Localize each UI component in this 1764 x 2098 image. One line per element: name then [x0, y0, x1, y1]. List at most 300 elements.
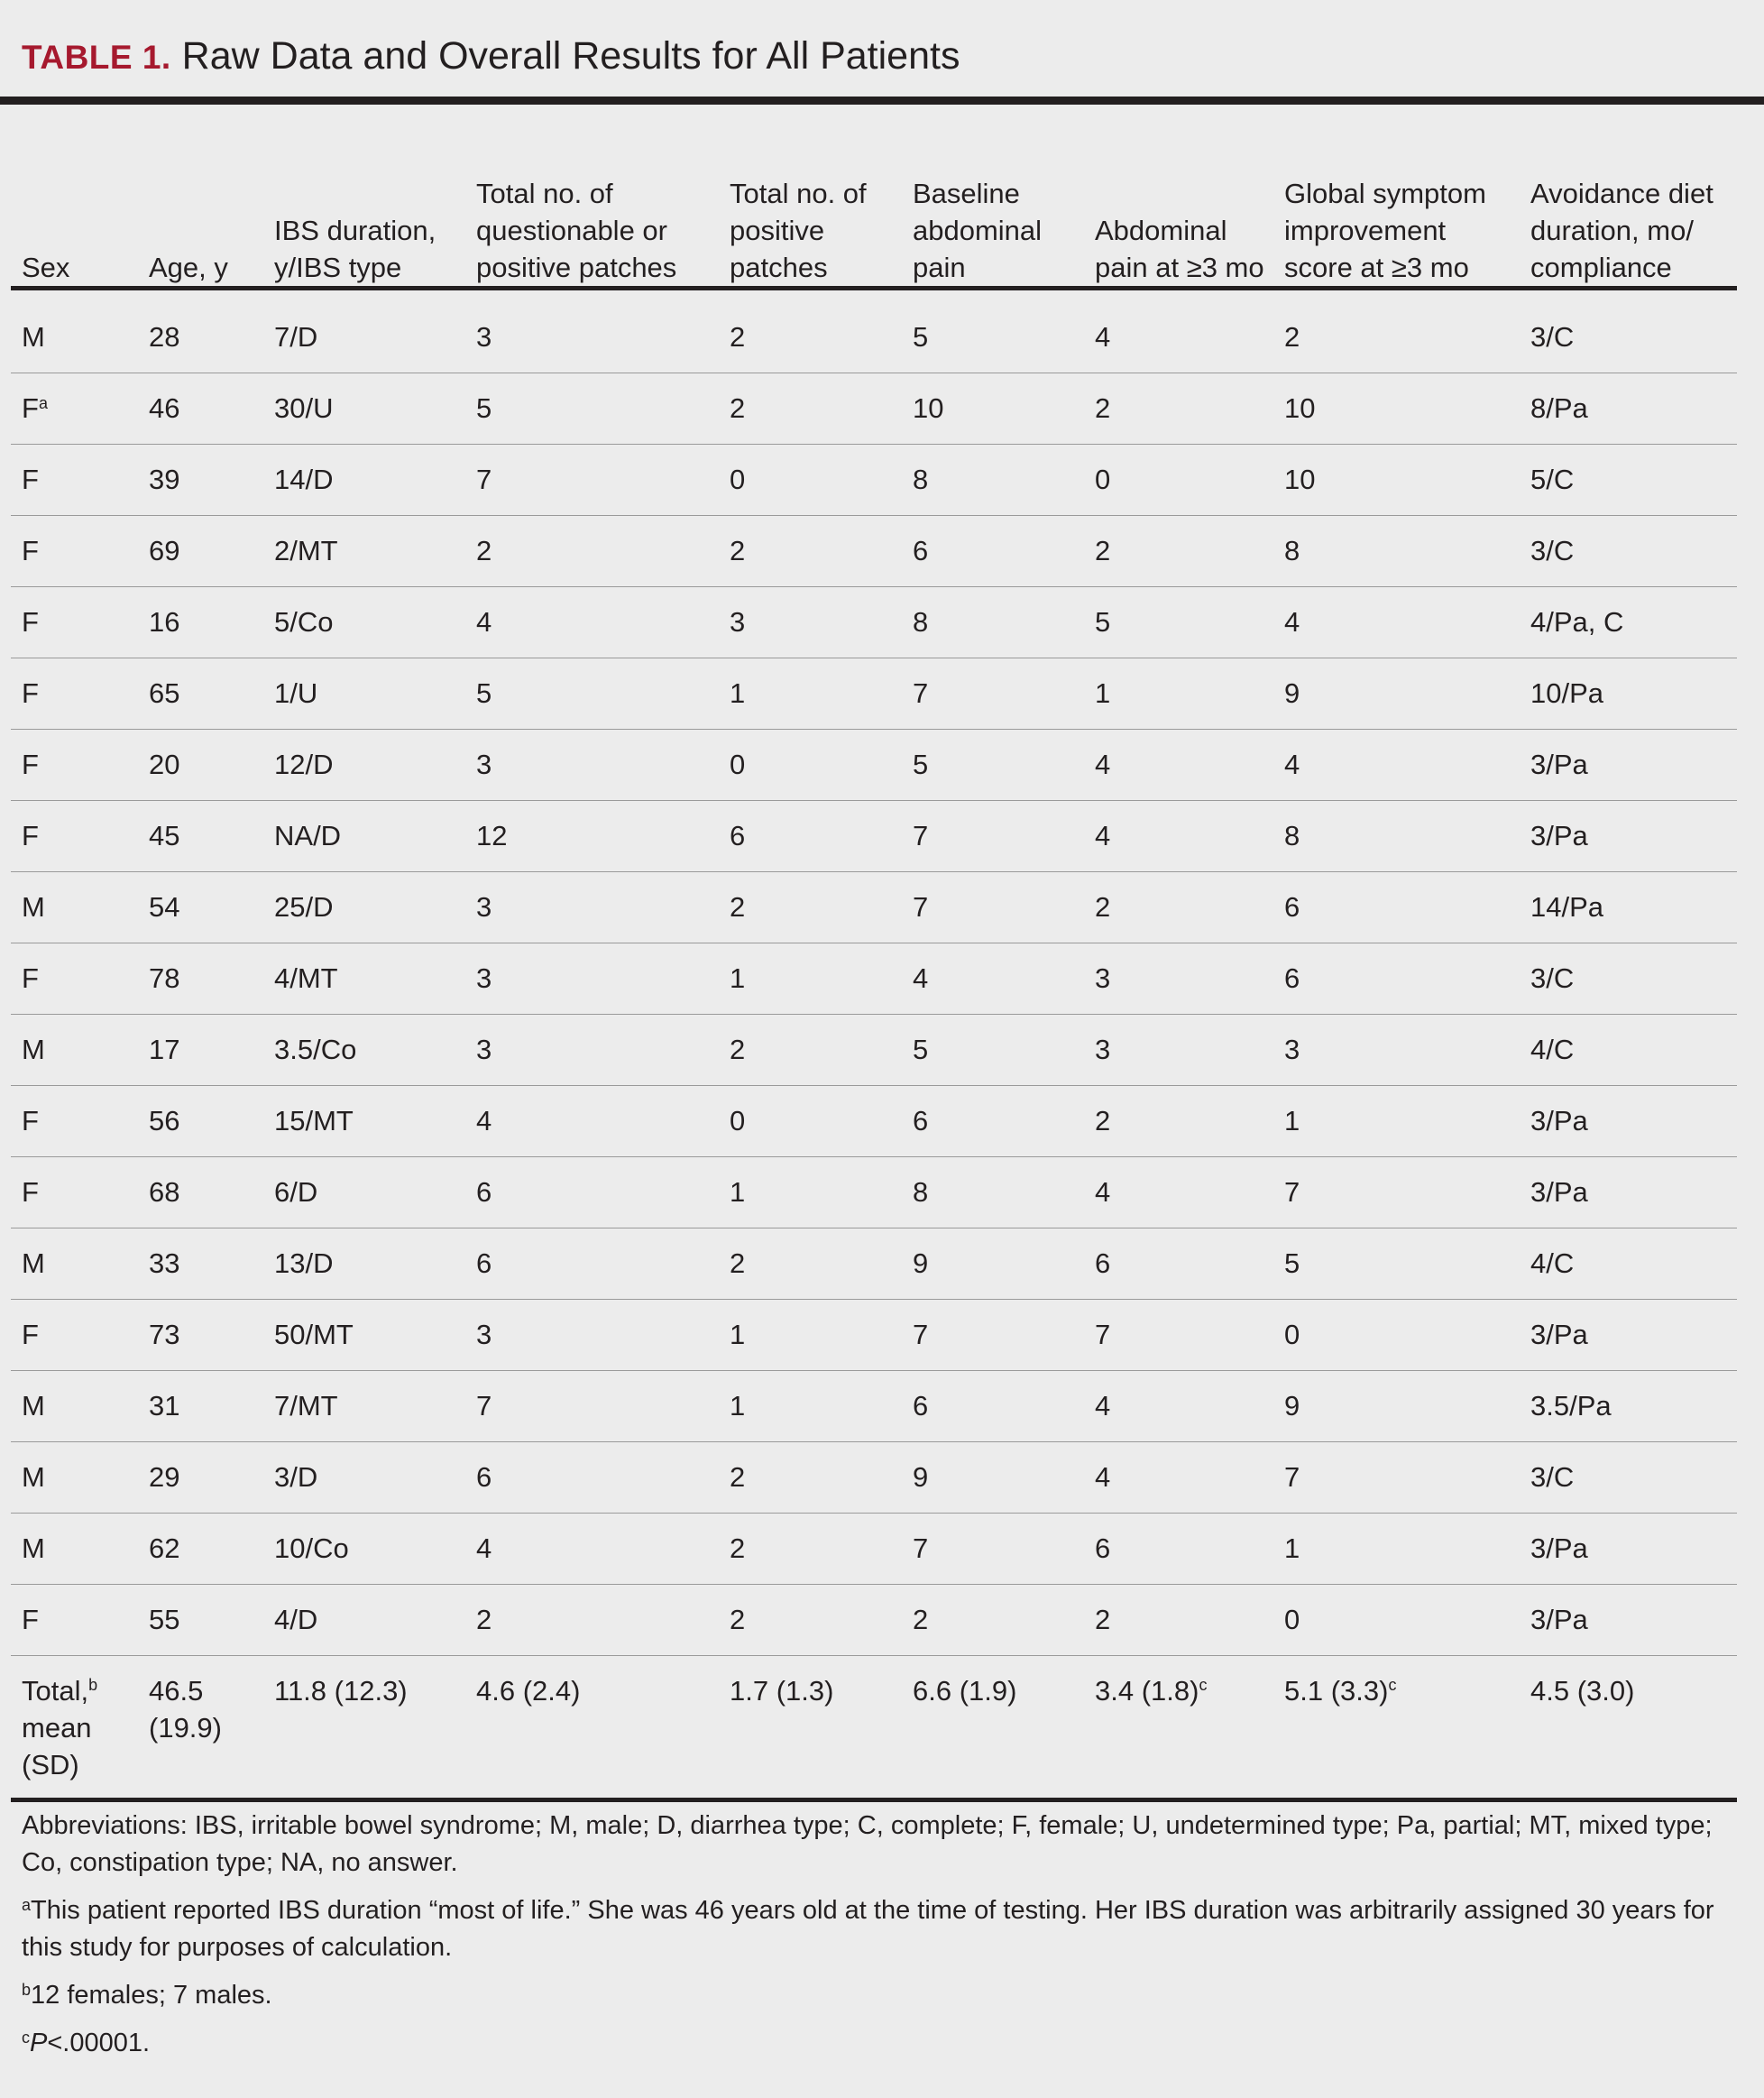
table-cell: [1273, 1015, 1520, 1086]
cell-value: 4: [1095, 321, 1111, 353]
cell-value: 3/Pa: [1530, 1105, 1588, 1136]
cell-value: 3/Pa: [1530, 1604, 1588, 1635]
table-cell: [465, 445, 719, 516]
footnote-ref-a: a: [38, 394, 48, 412]
table-cell: [263, 1442, 465, 1514]
cell-value: 0: [730, 749, 746, 780]
cell-value: 29: [149, 1461, 180, 1493]
table-cell: [902, 1157, 1084, 1228]
cell-value: 20: [149, 749, 180, 780]
table-cell: [138, 1585, 263, 1656]
table-cell: [11, 1371, 138, 1442]
table-cell: [902, 658, 1084, 730]
table-cell: [902, 1228, 1084, 1300]
cell-value: F: [22, 1604, 39, 1635]
table-cell: [719, 1442, 902, 1514]
table-cell: [1084, 445, 1273, 516]
cell-value: 7/D: [274, 321, 318, 353]
cell-value: M: [22, 1247, 45, 1279]
cell-value: 2: [1095, 1604, 1111, 1635]
cell-value: 6: [1095, 1247, 1111, 1279]
cell-value: 12: [476, 820, 508, 851]
table-cell: [138, 1015, 263, 1086]
table-cell: [465, 1585, 719, 1656]
table-cell: [719, 373, 902, 445]
column-header: Total no. of questionable or positive patches: [476, 178, 677, 283]
cell-value: 2: [913, 1604, 929, 1635]
table-body: [11, 302, 1737, 1826]
table-cell: [1084, 1514, 1273, 1585]
table-cell: [1520, 1585, 1737, 1656]
cell-value: 5: [476, 392, 492, 424]
cell-value: 4: [1095, 1176, 1111, 1208]
cell-value: 30/U: [274, 392, 334, 424]
cell-value: 7: [913, 1532, 929, 1564]
table-cell: [138, 1157, 263, 1228]
table-cell: [1520, 445, 1737, 516]
table-cell: [902, 587, 1084, 658]
table-cell: [1520, 943, 1737, 1015]
cell-value: 2: [730, 1604, 746, 1635]
cell-value: 6: [1095, 1532, 1111, 1564]
table-cell: [465, 1086, 719, 1157]
table-cell: [1273, 1442, 1520, 1514]
cell-value: 6: [1284, 962, 1300, 994]
cell-value: 55: [149, 1604, 180, 1635]
table-cell: [719, 658, 902, 730]
table-cell: [11, 302, 138, 373]
table-cell: [138, 943, 263, 1015]
table-cell: [902, 1300, 1084, 1371]
cell-value: F: [22, 820, 39, 851]
table-cell: [263, 1228, 465, 1300]
cell-value: 3: [476, 891, 492, 923]
cell-value: 7: [913, 891, 929, 923]
table-cell: [1520, 302, 1737, 373]
table-cell: [1084, 1228, 1273, 1300]
cell-value: 2: [730, 1247, 746, 1279]
cell-value: 6: [730, 820, 746, 851]
table-cell: [1520, 1157, 1737, 1228]
cell-value: 9: [913, 1247, 929, 1279]
table-cell: [1273, 1300, 1520, 1371]
footnote-c-mark: c: [22, 2029, 30, 2047]
table-cell: [1273, 373, 1520, 445]
table-cell: [465, 1015, 719, 1086]
table-cell: [1273, 587, 1520, 658]
cell-value: 8: [1284, 535, 1300, 566]
table-row: [11, 302, 1737, 373]
cell-value: 10: [1284, 392, 1316, 424]
cell-value: 9: [1284, 677, 1300, 709]
cell-value: 7/MT: [274, 1390, 338, 1422]
table-cell: [465, 373, 719, 445]
cell-value: 9: [1284, 1390, 1300, 1422]
table-cell: [1084, 1157, 1273, 1228]
cell-value: 4/C: [1530, 1247, 1575, 1279]
table-cell: [465, 943, 719, 1015]
table-cell: [902, 872, 1084, 943]
table-cell: [263, 1157, 465, 1228]
cell-value: 7: [913, 1319, 929, 1350]
table-cell: [1273, 1086, 1520, 1157]
table-cell: [263, 1514, 465, 1585]
cell-value: 17: [149, 1034, 180, 1065]
cell-value: 0: [1284, 1604, 1300, 1635]
table-cell: [138, 801, 263, 872]
cell-value: 1: [730, 1319, 746, 1350]
table-cell: [138, 302, 263, 373]
cell-value: 16: [149, 606, 180, 638]
cell-value: 2: [476, 535, 492, 566]
cell-value: 7: [1284, 1176, 1300, 1208]
table-cell: [719, 1228, 902, 1300]
cell-value: F: [22, 962, 39, 994]
cell-value: 7: [913, 677, 929, 709]
cell-value: 7: [913, 820, 929, 851]
column-header: Abdominal pain at ≥3 mo: [1095, 215, 1264, 283]
cell-value: 4: [1095, 820, 1111, 851]
total-value: 1.7 (1.3): [730, 1675, 834, 1707]
cell-value: 73: [149, 1319, 180, 1350]
table-cell: [1520, 730, 1737, 801]
column-header: Total no. of positive patches: [730, 178, 867, 283]
cell-value: 3/Pa: [1530, 1319, 1588, 1350]
footnote-a-mark: a: [22, 1896, 32, 1914]
table-cell: [465, 1442, 719, 1514]
table-cell: [263, 1371, 465, 1442]
table-cell: [138, 373, 263, 445]
cell-value: M: [22, 321, 45, 353]
cell-value: 14/Pa: [1530, 891, 1604, 923]
table-cell: [465, 730, 719, 801]
table-cell: [1520, 1086, 1737, 1157]
cell-value: 6: [476, 1247, 492, 1279]
cell-value: 14/D: [274, 464, 334, 495]
table-cell: [263, 658, 465, 730]
table-cell: [719, 1514, 902, 1585]
table-title: [22, 32, 960, 81]
table-cell: [465, 1371, 719, 1442]
total-label-rest: mean (SD): [22, 1712, 92, 1781]
footnote-c-text: <.00001.: [47, 2029, 151, 2057]
cell-value: 3/D: [274, 1461, 318, 1493]
table-cell: [1273, 730, 1520, 801]
cell-value: M: [22, 1390, 45, 1422]
table-cell: [138, 1514, 263, 1585]
cell-value: F: [22, 1319, 39, 1350]
cell-value: 3: [730, 606, 746, 638]
table-cell: [1520, 658, 1737, 730]
table-cell: [1273, 943, 1520, 1015]
table-cell: [263, 587, 465, 658]
table-cell: [11, 373, 138, 445]
table-cell: [1084, 658, 1273, 730]
cell-value: 4: [1095, 1461, 1111, 1493]
cell-value: NA/D: [274, 820, 342, 851]
cell-value: 4: [913, 962, 929, 994]
table-cell: [465, 1157, 719, 1228]
cell-value: 2: [1095, 891, 1111, 923]
column-header: Baseline abdominal pain: [913, 178, 1043, 283]
cell-value: 10: [1284, 464, 1316, 495]
table-cell: [1520, 1228, 1737, 1300]
table-cell: [1084, 1300, 1273, 1371]
table-cell: [1520, 373, 1737, 445]
table-row: [11, 730, 1737, 801]
cell-value: 6: [476, 1461, 492, 1493]
cell-value: 6: [913, 535, 929, 566]
cell-value: 69: [149, 535, 180, 566]
footnote-b: [22, 1977, 1735, 2014]
table-cell: [465, 1300, 719, 1371]
table-row: [11, 1442, 1737, 1514]
cell-value: 1: [730, 962, 746, 994]
table-cell: [902, 801, 1084, 872]
table-row: [11, 1371, 1737, 1442]
cell-value: 4: [1095, 1390, 1111, 1422]
cell-value: 3.5/Co: [274, 1034, 357, 1065]
table-cell: [719, 1015, 902, 1086]
table-cell: [1520, 1015, 1737, 1086]
table-cell: [138, 1086, 263, 1157]
table-cell: [1084, 943, 1273, 1015]
header-rule: [11, 286, 1737, 290]
table-cell: [719, 302, 902, 373]
cell-value: 7: [476, 1390, 492, 1422]
cell-value: 6: [1284, 891, 1300, 923]
table-cell: [138, 445, 263, 516]
table-row: [11, 872, 1737, 943]
table-cell: [719, 1157, 902, 1228]
cell-value: 3: [476, 1034, 492, 1065]
header-row: [11, 105, 1737, 302]
cell-value: 10: [913, 392, 944, 424]
table-row: [11, 1300, 1737, 1371]
table-cell: [263, 373, 465, 445]
table-cell: [11, 943, 138, 1015]
table-row: [11, 445, 1737, 516]
cell-value: 2: [1095, 1105, 1111, 1136]
cell-value: F: [22, 749, 39, 780]
table-cell: [138, 1442, 263, 1514]
cell-value: 31: [149, 1390, 180, 1422]
cell-value: 2/MT: [274, 535, 338, 566]
cell-value: M: [22, 1532, 45, 1564]
cell-value: 5: [913, 321, 929, 353]
cell-value: 46: [149, 392, 180, 424]
table-cell: [1084, 587, 1273, 658]
cell-value: 4/C: [1530, 1034, 1575, 1065]
table-cell: [902, 730, 1084, 801]
table-cell: [719, 1086, 902, 1157]
table-label: TABLE 1.: [22, 39, 171, 76]
cell-value: 10/Pa: [1530, 677, 1604, 709]
cell-value: 1/U: [274, 677, 318, 709]
table-cell: [138, 872, 263, 943]
total-value: 6.6 (1.9): [913, 1675, 1017, 1707]
footnote-a: [22, 1892, 1735, 1966]
cell-value: 13/D: [274, 1247, 334, 1279]
table-cell: [1084, 373, 1273, 445]
table-cell: [719, 516, 902, 587]
total-value: 5.1 (3.3): [1284, 1675, 1389, 1707]
table-cell: [263, 1585, 465, 1656]
bottom-rule: [11, 1798, 1737, 1802]
total-value: 4.5 (3.0): [1530, 1675, 1635, 1707]
table-cell: [719, 872, 902, 943]
table-cell: [11, 872, 138, 943]
table-row: [11, 943, 1737, 1015]
table-cell: [138, 1371, 263, 1442]
cell-value: 33: [149, 1247, 180, 1279]
table-row: [11, 587, 1737, 658]
cell-value: 4: [476, 1105, 492, 1136]
cell-value: 10/Co: [274, 1532, 349, 1564]
table-cell: [719, 1300, 902, 1371]
cell-value: 2: [1284, 321, 1300, 353]
total-value: 4.6 (2.4): [476, 1675, 581, 1707]
table-cell: [719, 1371, 902, 1442]
table-cell: [138, 516, 263, 587]
table-cell: [11, 1585, 138, 1656]
cell-value: 2: [730, 1034, 746, 1065]
cell-value: 3/Pa: [1530, 1176, 1588, 1208]
cell-value: 78: [149, 962, 180, 994]
cell-value: 6/D: [274, 1176, 318, 1208]
table-cell: [11, 587, 138, 658]
cell-value: 3: [476, 749, 492, 780]
table-cell: [1273, 1585, 1520, 1656]
footnote-c-p: P: [30, 2029, 48, 2057]
table-row: [11, 1514, 1737, 1585]
table-cell: [465, 302, 719, 373]
top-rule: [0, 97, 1764, 105]
table-cell: [902, 445, 1084, 516]
table-cell: [263, 516, 465, 587]
cell-value: 0: [730, 1105, 746, 1136]
table-cell: [138, 658, 263, 730]
table-title-text: Raw Data and Overall Results for All Patients: [181, 34, 960, 78]
cell-value: 7: [476, 464, 492, 495]
cell-value: 5: [476, 677, 492, 709]
total-value: 3.4 (1.8): [1095, 1675, 1199, 1707]
table-cell: [1273, 658, 1520, 730]
table-cell: [1520, 587, 1737, 658]
cell-value: 3: [476, 962, 492, 994]
table-cell: [465, 1228, 719, 1300]
table-cell: [1273, 801, 1520, 872]
footnote-ref-b: b: [88, 1676, 98, 1694]
cell-value: 3/Pa: [1530, 1532, 1588, 1564]
cell-value: 54: [149, 891, 180, 923]
table-cell: [902, 1442, 1084, 1514]
cell-value: 28: [149, 321, 180, 353]
table-cell: [11, 1228, 138, 1300]
cell-value: 39: [149, 464, 180, 495]
cell-value: 7: [1095, 1319, 1111, 1350]
cell-value: 2: [730, 1532, 746, 1564]
cell-value: F: [22, 1176, 39, 1208]
table-cell: [263, 872, 465, 943]
table-cell: [1520, 516, 1737, 587]
column-header: Global symptom improvement score at ≥3 mo: [1284, 178, 1486, 283]
table-cell: [1520, 801, 1737, 872]
table-cell: [263, 445, 465, 516]
total-value: 46.5 (19.9): [149, 1675, 222, 1744]
footnote-a-text: This patient reported IBS duration “most of life.” She was 46 years old at the time of testing. Her IBS duration was arbitrarily assigned 30 years for this study for purposes of calculation.: [22, 1896, 1714, 1962]
cell-value: 4: [1095, 749, 1111, 780]
cell-value: 2: [730, 321, 746, 353]
cell-value: 1: [730, 1176, 746, 1208]
table-cell: [465, 1514, 719, 1585]
footnote-ref-c: c: [1199, 1676, 1208, 1694]
total-label: Total,: [22, 1675, 89, 1707]
table-cell: [465, 658, 719, 730]
table-row: [11, 1585, 1737, 1656]
cell-value: 8: [913, 606, 929, 638]
table-cell: [465, 801, 719, 872]
table-cell: [902, 302, 1084, 373]
cell-value: 15/MT: [274, 1105, 354, 1136]
cell-value: 12/D: [274, 749, 334, 780]
cell-value: 8/Pa: [1530, 392, 1588, 424]
table-cell: [1520, 1300, 1737, 1371]
table-cell: [263, 1300, 465, 1371]
total-value: 11.8 (12.3): [274, 1675, 408, 1707]
cell-value: 5: [1095, 606, 1111, 638]
table-cell: [263, 1086, 465, 1157]
cell-value: 4: [476, 1532, 492, 1564]
table-cell: [1273, 1157, 1520, 1228]
table-cell: [465, 516, 719, 587]
table-cell: [902, 1086, 1084, 1157]
table-cell: [11, 516, 138, 587]
table-cell: [11, 1157, 138, 1228]
table-cell: [719, 1585, 902, 1656]
cell-value: 3/Pa: [1530, 749, 1588, 780]
table-cell: [138, 1228, 263, 1300]
cell-value: 1: [730, 677, 746, 709]
cell-value: 0: [1284, 1319, 1300, 1350]
cell-value: 4/D: [274, 1604, 318, 1635]
cell-value: 4/Pa, C: [1530, 606, 1624, 638]
footnote-c: [22, 2025, 1735, 2062]
cell-value: 8: [913, 464, 929, 495]
footnote-b-text: 12 females; 7 males.: [31, 1981, 272, 2010]
table-cell: [1520, 1514, 1737, 1585]
table-cell: [11, 730, 138, 801]
table-cell: [11, 658, 138, 730]
table-cell: [1084, 1371, 1273, 1442]
cell-value: 62: [149, 1532, 180, 1564]
cell-value: F: [22, 1105, 39, 1136]
table-cell: [1273, 516, 1520, 587]
cell-value: 2: [1095, 392, 1111, 424]
table-row: [11, 373, 1737, 445]
table-cell: [138, 1300, 263, 1371]
table-cell: [1273, 302, 1520, 373]
cell-value: 4: [1284, 749, 1300, 780]
table-cell: [11, 1086, 138, 1157]
cell-value: F: [22, 464, 39, 495]
cell-value: 2: [476, 1604, 492, 1635]
table-cell: [11, 1442, 138, 1514]
column-header: Avoidance diet duration, mo/ compliance: [1530, 178, 1713, 283]
cell-value: 5: [913, 1034, 929, 1065]
table-cell: [902, 516, 1084, 587]
cell-value: 50/MT: [274, 1319, 354, 1350]
